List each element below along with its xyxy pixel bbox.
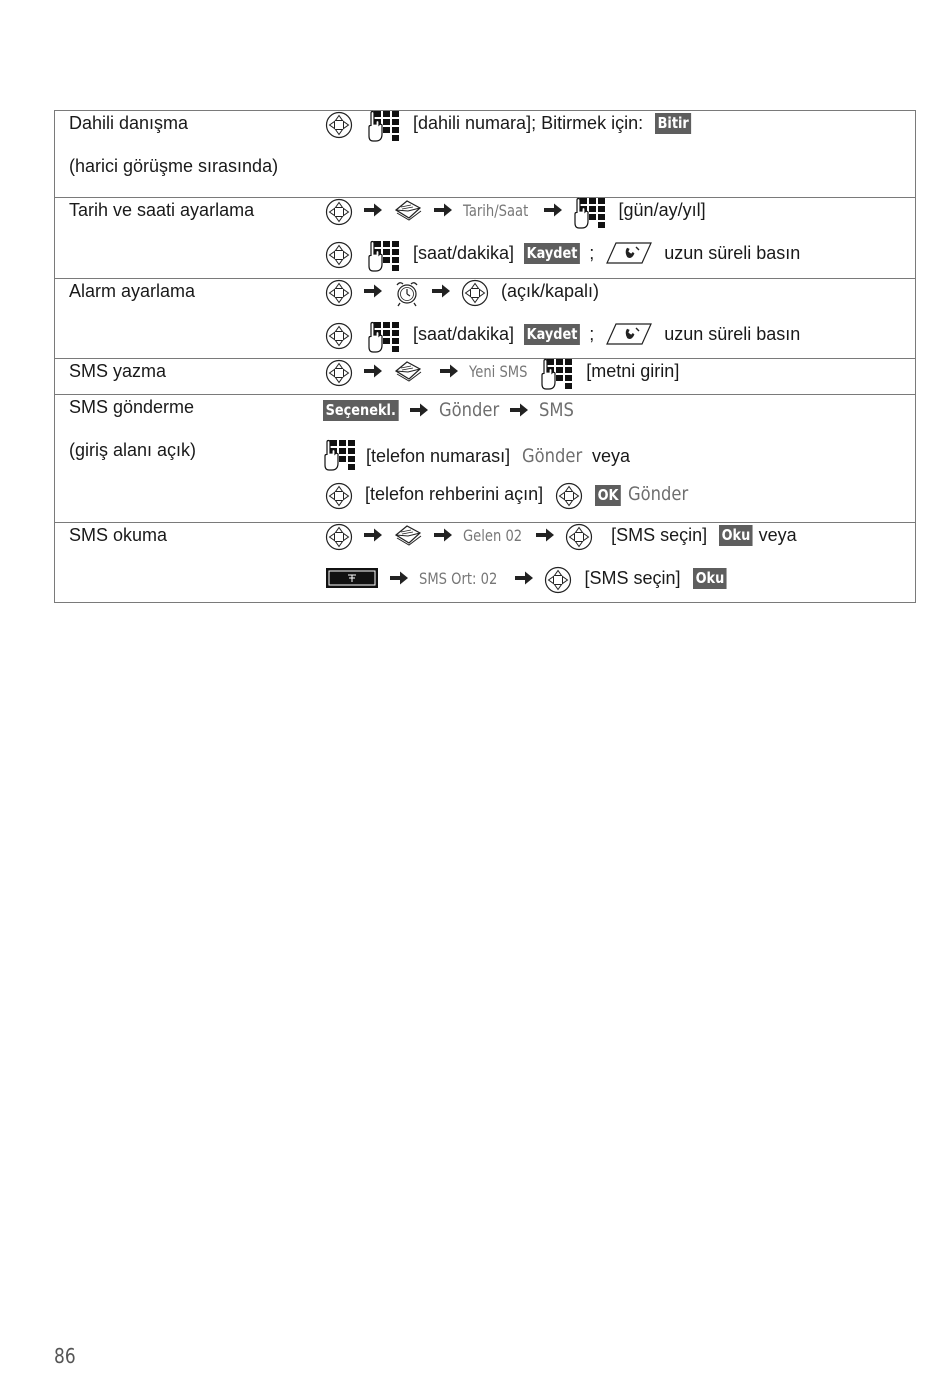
- navigation-key-icon: [325, 241, 353, 269]
- table-row: [55, 359, 916, 395]
- row-actions: [325, 279, 916, 359]
- arrow-right-icon: [514, 570, 534, 586]
- alarm-clock-icon: [393, 279, 421, 307]
- keypad-icon: [367, 110, 401, 144]
- row-actions: [325, 395, 916, 523]
- navigation-key-icon: [325, 111, 353, 139]
- arrow-right-icon: [509, 402, 529, 418]
- navigation-key-icon: [565, 523, 593, 551]
- row-actions: [325, 111, 916, 198]
- row-actions: [325, 523, 916, 603]
- softkey-oku: Oku: [719, 525, 753, 546]
- instruction-text: [gün/ay/yıl]: [618, 200, 706, 220]
- end-call-key-icon: [606, 241, 652, 265]
- table-row: [55, 198, 916, 279]
- end-call-key-icon: [606, 322, 652, 346]
- message-key-icon: [325, 566, 379, 590]
- softkey-secenekl: Seçenekl.: [323, 400, 398, 421]
- display-text: Gelen 02: [463, 526, 523, 545]
- keypad-icon: [573, 197, 607, 231]
- arrow-right-icon: [363, 202, 383, 218]
- display-text: Tarih/Saat: [463, 201, 529, 220]
- softkey-ok: OK: [595, 485, 621, 506]
- row-label: [55, 198, 326, 279]
- row-label: [55, 395, 326, 523]
- instruction-text: uzun süreli basın: [664, 324, 801, 344]
- arrow-right-icon: [535, 527, 555, 543]
- instruction-text: [saat/dakika]: [413, 324, 515, 344]
- row-label: [55, 359, 326, 395]
- row-label: [55, 523, 326, 603]
- arrow-right-icon: [363, 363, 383, 379]
- navigation-key-icon: [555, 482, 583, 510]
- row-title: SMS okuma: [69, 525, 168, 545]
- arrow-right-icon: [439, 363, 459, 379]
- keypad-icon: [367, 240, 401, 274]
- navigation-key-icon: [461, 279, 489, 307]
- keypad-icon: [540, 358, 574, 392]
- table-row: [55, 523, 916, 603]
- arrow-right-icon: [409, 402, 429, 418]
- row-label: [55, 111, 326, 198]
- display-text: Gönder: [522, 445, 583, 467]
- sms-envelope-icon: [393, 359, 423, 383]
- instruction-text: [telefon numarası]: [366, 446, 511, 466]
- display-text: SMS: [538, 399, 574, 421]
- separator: ;: [589, 324, 595, 344]
- table-row: [55, 395, 916, 523]
- instruction-text: veya: [592, 446, 631, 466]
- sms-envelope-icon: [393, 523, 423, 547]
- row-title: SMS gönderme: [69, 397, 195, 417]
- instruction-text: [SMS seçin]: [611, 525, 708, 545]
- softkey-kaydet: Kaydet: [524, 324, 580, 345]
- display-text: Gönder: [438, 399, 499, 421]
- instruction-text: [telefon rehberini açın]: [365, 484, 544, 504]
- navigation-key-icon: [325, 523, 353, 551]
- sms-envelope-icon: [393, 198, 423, 222]
- row-title: SMS yazma: [69, 361, 167, 381]
- row-subtitle: (giriş alanı açık): [69, 440, 197, 460]
- arrow-right-icon: [389, 570, 409, 586]
- arrow-right-icon: [543, 202, 563, 218]
- row-actions: [325, 359, 916, 395]
- arrow-right-icon: [363, 527, 383, 543]
- arrow-right-icon: [363, 283, 383, 299]
- arrow-right-icon: [433, 527, 453, 543]
- instruction-text: (açık/kapalı): [501, 281, 600, 301]
- softkey-oku: Oku: [693, 568, 727, 589]
- instruction-text: [dahili numara]; Bitirmek için:: [413, 113, 644, 133]
- row-subtitle: (harici görüşme sırasında): [69, 156, 279, 176]
- table-row: [55, 279, 916, 359]
- instruction-text: [SMS seçin]: [584, 568, 681, 588]
- row-label: [55, 279, 326, 359]
- arrow-right-icon: [431, 283, 451, 299]
- reference-table: [54, 110, 916, 603]
- display-text: SMS Ort: 02: [419, 569, 498, 588]
- table-row: [55, 111, 916, 198]
- keypad-icon: [323, 439, 357, 473]
- softkey-kaydet: Kaydet: [524, 243, 580, 264]
- instruction-text: veya: [758, 525, 797, 545]
- instruction-text: uzun süreli basın: [664, 243, 801, 263]
- row-title: Tarih ve saati ayarlama: [69, 200, 255, 220]
- navigation-key-icon: [325, 322, 353, 350]
- arrow-right-icon: [433, 202, 453, 218]
- navigation-key-icon: [325, 279, 353, 307]
- page-number: 86: [54, 1344, 76, 1368]
- navigation-key-icon: [544, 566, 572, 594]
- row-title: Alarm ayarlama: [69, 281, 196, 301]
- keypad-icon: [367, 321, 401, 355]
- navigation-key-icon: [325, 359, 353, 387]
- display-text: Gönder: [627, 483, 688, 505]
- row-title: Dahili danışma: [69, 113, 189, 133]
- instruction-text: [saat/dakika]: [413, 243, 515, 263]
- navigation-key-icon: [325, 198, 353, 226]
- navigation-key-icon: [325, 482, 353, 510]
- row-actions: [325, 198, 916, 279]
- softkey-bitir: Bitir: [655, 113, 691, 134]
- separator: ;: [589, 243, 595, 263]
- display-text: Yeni SMS: [469, 362, 528, 381]
- instruction-text: [metni girin]: [586, 361, 680, 381]
